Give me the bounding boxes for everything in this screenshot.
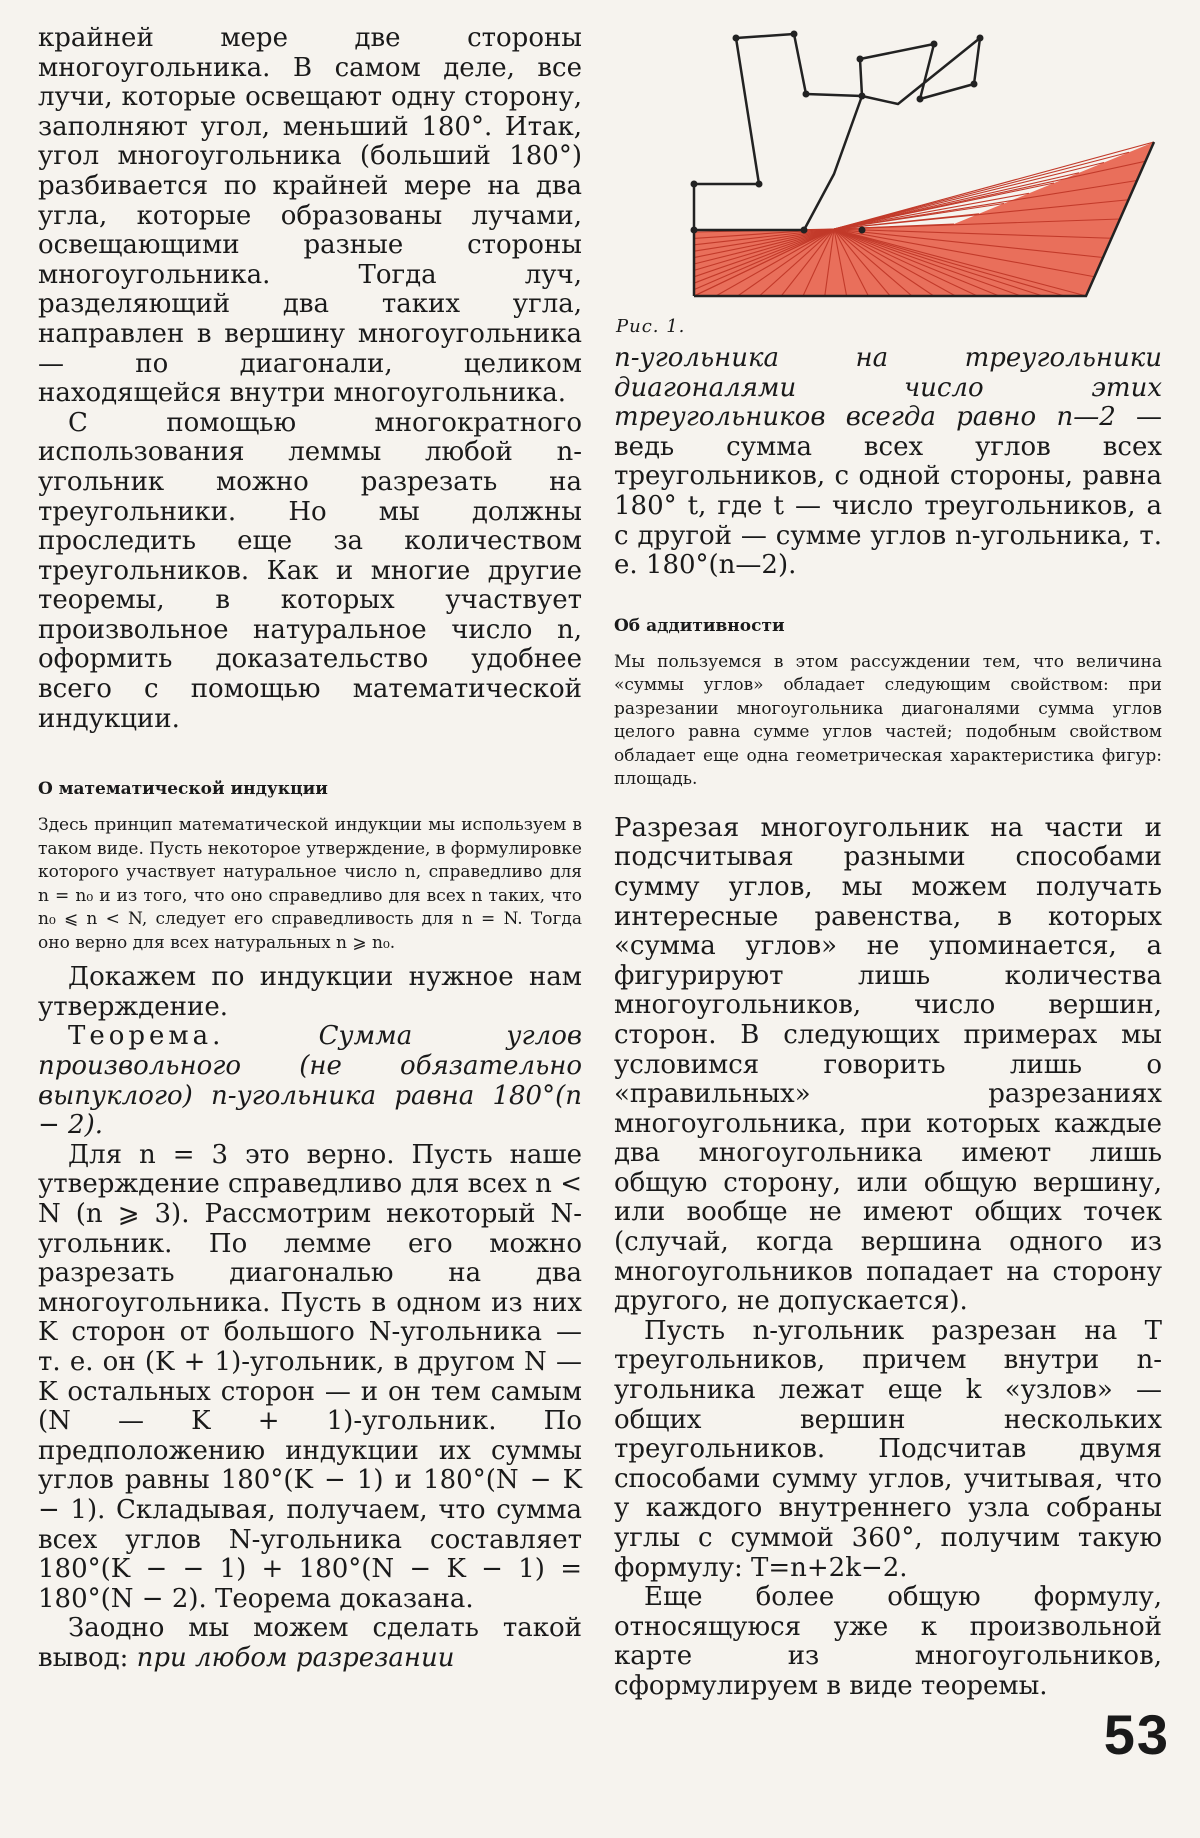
vertex-dot xyxy=(756,181,763,188)
vertex-dot xyxy=(857,56,864,63)
vertex-dot xyxy=(917,96,924,103)
induction-heading: О математической индукции xyxy=(38,779,328,800)
figure-caption: Рис. 1. xyxy=(616,316,686,337)
vertex-dot xyxy=(803,91,810,98)
left-column xyxy=(38,24,582,1674)
right-column xyxy=(614,24,1162,1702)
triangles-plain: — ведь сумма всех углов всех треугольников, с одной стороны, равна 180° t, где t — число треугольников, а с другой — сумме углов n-угольника, т. е. 180°(n—2). xyxy=(614,402,1162,581)
vertex-dot xyxy=(971,81,978,88)
vertex-dot xyxy=(791,31,798,38)
page-number: 53 xyxy=(1103,1703,1170,1766)
paragraph-prove: Докажем по индукции нужное нам утверждение. xyxy=(38,962,582,1022)
vertex-dot xyxy=(691,227,698,234)
vertex-dot xyxy=(977,35,984,42)
induction-text: Здесь принцип математической индукции мы используем в таком виде. Пусть некоторое утверждение, в формулировке которого участвует натуральное число n, справедливо для n = n₀ и из того, что оно справедливо для всех n таких, что n₀ ⩽ n < N, следует его справедливость для n = N. Тогда оно верно для всех натуральных n ⩾ n₀. xyxy=(38,815,582,953)
paragraph-nodes: Пусть n-угольник разрезан на T треугольников, причем внутри n-угольника лежат еще k «узлов» — общих вершин нескольких треугольников. Подсчитав двумя способами сумму углов, учитывая, что у каждого внутреннего узла собраны углы с суммой 360°, получим такую формулу: T=n+2k−2. xyxy=(614,1315,1162,1583)
vertex-dot xyxy=(691,181,698,188)
vertex-dot xyxy=(859,227,866,234)
figure-polygon xyxy=(614,24,1162,344)
vertex-dot xyxy=(801,227,808,234)
vertex-dot xyxy=(859,93,866,100)
paragraph-triangles xyxy=(614,344,1162,581)
paragraph-cutting: Разрезая многоугольник на части и подсчитывая разными способами сумму углов, мы можем получать интересные равенства, в которых «сумма углов» не упоминается, а фигурируют лишь количества многоугольников, число вершин, сторон. В следующих примерах мы условимся говорить лишь о «правильных» разрезаниях многоугольника, при которых каждые два многоугольника имеют лишь общую сторону, или общую вершину, или вообще не имеют общих точек (случай, когда вершина одного из многоугольников попадает на сторону другого, не допускается). xyxy=(614,812,1162,1317)
additivity-text: Мы пользуемся в этом рассуждении тем, что величина «суммы углов» обладает следующим свойством: при разрезании многоугольника диагоналями сумма углов целого равна сумме углов частей; подобным свойством обладает еще одна геометрическая характеристика фигур: площадь. xyxy=(614,651,1162,790)
polygon-rays-figure xyxy=(614,24,1162,314)
theorem-statement: Сумма углов произвольного (не обязательно выпуклого) n-угольника равна 180°(n − 2). xyxy=(38,1021,582,1141)
paragraph-general: Еще более общую формулу, относящуюся уже к произвольной карте из многоугольников, сформулируем в виде теоремы. xyxy=(614,1582,1162,1701)
paragraph-lemma: С помощью многократного использования леммы любой n-угольник можно разрезать на треугольники. Но мы должны проследить еще за количеством треугольников. Как и многие другие теоремы, в которых участвует произвольное натуральное число n, оформить доказательство удобнее всего с помощью математической индукции. xyxy=(38,407,582,734)
additivity-heading: Об аддитивности xyxy=(614,615,785,636)
triangles-italic: n-угольника на треугольники диагоналями число этих треугольников всегда равно n—2 xyxy=(614,343,1162,433)
paragraph-conclusion xyxy=(38,1614,582,1673)
theorem-paragraph xyxy=(38,1022,582,1140)
conclusion-plain: Заодно мы можем сделать такой вывод: xyxy=(38,1613,582,1673)
vertex-dot xyxy=(931,41,938,48)
conclusion-italic: при любом разрезании xyxy=(136,1642,455,1673)
vertex-dot xyxy=(733,35,740,42)
paragraph-proof: Для n = 3 это верно. Пусть наше утверждение справедливо для всех n < N (n ⩾ 3). Рассмотрим некоторый N-угольник. По лемме его можно разрезать диагональю на два многоугольника. Пусть в одном из них K сторон от большого N-угольника — т. е. он (K + 1)-угольник, в другом N — K остальных сторон — и он тем самым (N — K + 1)-угольник. По предположению индукции их суммы углов равны 180°(K − 1) и 180°(N − K − 1). Складывая, получаем, что сумма всех углов N-угольника составляет 180°(K − − 1) + 180°(N − K − 1) = 180°(N − 2). Теорема доказана. xyxy=(38,1139,582,1614)
theorem-label: Теорема. xyxy=(68,1021,225,1052)
paragraph-intro: крайней мере две стороны многоугольника. В самом деле, все лучи, которые освещают одну сторону, заполняют угол, меньший 180°. Итак, угол многоугольника (больший 180°) разбивается по крайней мере на два угла, которые образованы лучами, освещающими разные стороны многоугольника. Тогда луч, разделяющий два таких угла, направлен в вершину многоугольника — по диагонали, целиком находящейся внутри многоугольника. xyxy=(38,23,582,409)
